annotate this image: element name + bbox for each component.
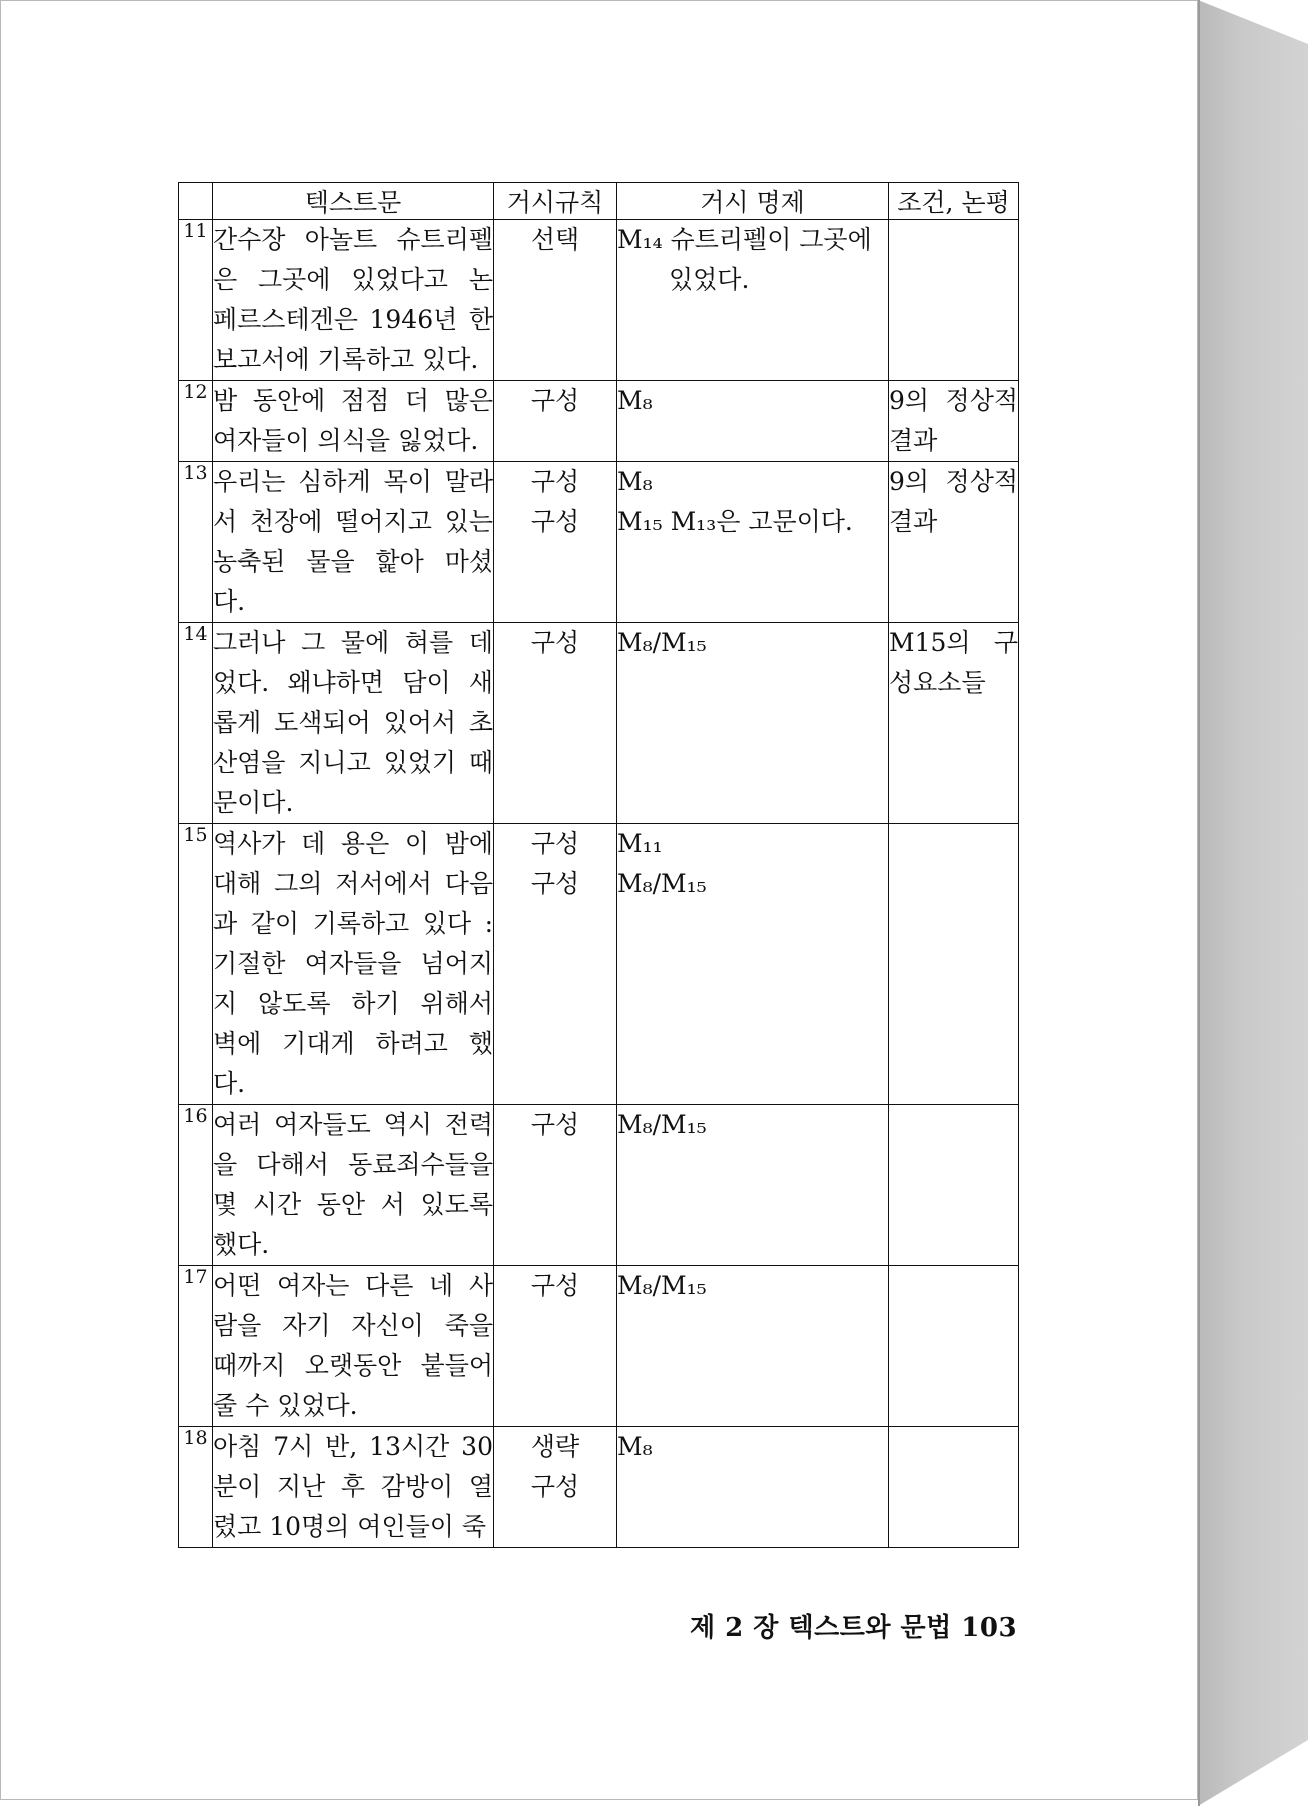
text-line: 었다. 왜냐하면 담이 새 (213, 668, 493, 697)
row-rule (494, 1266, 617, 1427)
row-note (889, 824, 1019, 1105)
row-note (889, 1427, 1019, 1548)
rule-label: 구성 (530, 1472, 580, 1501)
table-row (179, 1266, 1019, 1427)
text-line: 보고서에 기록하고 있다. (213, 345, 479, 374)
row-rule (494, 381, 617, 462)
table-row (179, 623, 1019, 824)
rule-label: 구성 (530, 1110, 580, 1139)
text-line: 몇 시간 동안 서 있도록 (213, 1190, 493, 1219)
macro-rule-table (178, 182, 1019, 1548)
proposition-line: M₁₅ M₁₃은 고문이다. (617, 507, 853, 536)
table-row (179, 824, 1019, 1105)
table-row (179, 1427, 1019, 1548)
rule-label: 선택 (530, 225, 580, 254)
note-line: 9의 정상적 (889, 386, 1018, 415)
rule-label: 구성 (530, 628, 580, 657)
row-text (213, 1105, 494, 1266)
row-rule (494, 220, 617, 381)
text-line: 했다. (213, 1230, 270, 1259)
rule-label: 구성 (530, 1271, 580, 1300)
proposition-line: M₈ (617, 467, 653, 496)
text-line: 서 천장에 떨어지고 있는 (213, 507, 493, 536)
proposition-line: M₁₄ 슈트리펠이 그곳에 (617, 225, 872, 254)
text-line: 밤 동안에 점점 더 많은 (213, 386, 493, 415)
proposition-line: M₈/M₁₅ (617, 869, 707, 898)
text-line: 농축된 물을 핥아 마셨 (213, 547, 493, 576)
text-line: 렸고 10명의 여인들이 죽 (213, 1512, 487, 1541)
text-line: 산염을 지니고 있었기 때 (213, 748, 493, 777)
text-line: 다. (213, 1069, 246, 1098)
row-number: 12 (179, 381, 213, 462)
text-line: 여러 여자들도 역시 전력 (213, 1110, 493, 1139)
text-line: 을 다해서 동료죄수들을 (213, 1150, 493, 1179)
row-proposition (617, 462, 889, 623)
row-note (889, 1105, 1019, 1266)
row-proposition (617, 1105, 889, 1266)
row-note (889, 623, 1019, 824)
row-note (889, 462, 1019, 623)
text-line: 대해 그의 저서에서 다음 (213, 869, 493, 898)
row-number: 13 (179, 462, 213, 623)
row-number: 18 (179, 1427, 213, 1548)
text-line: 롭게 도색되어 있어서 초 (213, 708, 493, 737)
rule-label: 구성 (530, 467, 580, 496)
proposition-line: M₈/M₁₅ (617, 628, 707, 657)
row-rule (494, 824, 617, 1105)
row-rule (494, 462, 617, 623)
header-macro-rule: 거시규칙 (494, 183, 617, 220)
row-proposition (617, 824, 889, 1105)
page-stack-edge (1198, 0, 1308, 1806)
text-line: 줄 수 있었다. (213, 1391, 358, 1420)
row-text (213, 462, 494, 623)
table-row (179, 462, 1019, 623)
table-header-row (179, 183, 1019, 220)
proposition-line: M₈ (617, 1432, 653, 1461)
text-line: 간수장 아놀트 슈트리펠 (213, 225, 493, 254)
proposition-line: M₈/M₁₅ (617, 1271, 707, 1300)
text-line: 문이다. (213, 788, 294, 817)
text-line: 우리는 심하게 목이 말라 (213, 467, 493, 496)
note-line: M15의 구 (889, 628, 1018, 657)
rule-label: 구성 (530, 386, 580, 415)
header-number (179, 183, 213, 220)
row-number: 15 (179, 824, 213, 1105)
proposition-line: M₈ (617, 386, 653, 415)
rule-label: 생략 (530, 1432, 580, 1461)
table-row (179, 1105, 1019, 1266)
row-text (213, 1266, 494, 1427)
note-line: 결과 (889, 426, 938, 455)
text-line: 페르스테겐은 1946년 한 (213, 305, 493, 334)
row-text (213, 1427, 494, 1548)
header-macro-proposition: 거시 명제 (617, 183, 889, 220)
text-line: 여자들이 의식을 잃었다. (213, 426, 479, 455)
text-line: 은 그곳에 있었다고 논 (213, 265, 493, 294)
page-edge-line (1198, 0, 1200, 1806)
row-proposition (617, 381, 889, 462)
text-line: 기절한 여자들을 넘어지 (213, 949, 493, 978)
text-line: 어떤 여자는 다른 네 사 (213, 1271, 493, 1300)
rule-label: 구성 (530, 507, 580, 536)
row-number: 14 (179, 623, 213, 824)
text-line: 역사가 데 용은 이 밤에 (213, 829, 493, 858)
header-condition-comment: 조건, 논평 (889, 183, 1019, 220)
row-number: 17 (179, 1266, 213, 1427)
row-note (889, 1266, 1019, 1427)
row-proposition (617, 1427, 889, 1548)
row-proposition (617, 1266, 889, 1427)
row-note (889, 220, 1019, 381)
proposition-line: M₁₁ (617, 829, 663, 858)
text-line: 벽에 기대게 하려고 했 (213, 1029, 493, 1058)
rule-label: 구성 (530, 829, 580, 858)
row-text (213, 824, 494, 1105)
text-line: 아침 7시 반, 13시간 30 (213, 1432, 493, 1461)
row-proposition (617, 623, 889, 824)
text-line: 분이 지난 후 감방이 열 (213, 1472, 493, 1501)
row-proposition (617, 220, 889, 381)
note-line: 9의 정상적 (889, 467, 1018, 496)
row-text (213, 623, 494, 824)
row-number: 11 (179, 220, 213, 381)
row-rule (494, 623, 617, 824)
text-line: 과 같이 기록하고 있다 : (213, 909, 493, 938)
proposition-line: M₈/M₁₅ (617, 1110, 707, 1139)
text-line: 람을 자기 자신이 죽을 (213, 1311, 493, 1340)
row-text (213, 220, 494, 381)
row-text (213, 381, 494, 462)
text-line: 다. (213, 587, 246, 616)
row-rule (494, 1105, 617, 1266)
page-footer: 제 2 장 텍스트와 문법 103 (690, 1613, 1018, 1643)
row-number: 16 (179, 1105, 213, 1266)
row-note (889, 381, 1019, 462)
proposition-line: 있었다. (669, 265, 750, 294)
note-line: 성요소들 (889, 668, 986, 697)
row-rule (494, 1427, 617, 1548)
table-row (179, 220, 1019, 381)
note-line: 결과 (889, 507, 938, 536)
rule-label: 구성 (530, 869, 580, 898)
text-line: 지 않도록 하기 위해서 (213, 989, 493, 1018)
header-text-sentence: 텍스트문 (213, 183, 494, 220)
table-row (179, 381, 1019, 462)
text-line: 때까지 오랫동안 붙들어 (213, 1351, 493, 1380)
text-line: 그러나 그 물에 혀를 데 (213, 628, 493, 657)
